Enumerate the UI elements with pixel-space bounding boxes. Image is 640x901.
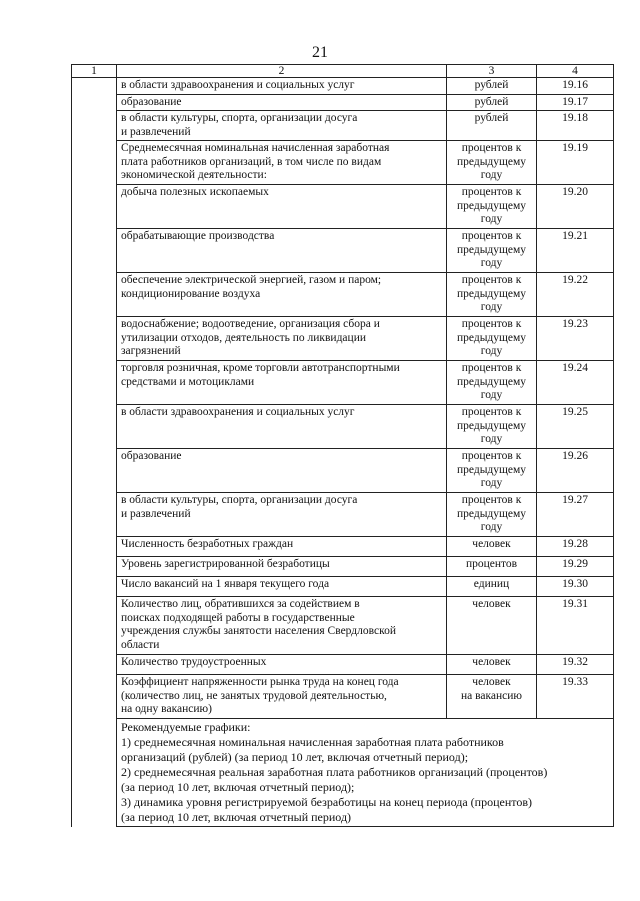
indicator-name-line: и развлечений (121, 507, 191, 520)
table-row (72, 537, 614, 557)
unit-line: процентов к (461, 318, 522, 330)
unit-line: процентов к (461, 230, 522, 242)
unit-cell (447, 361, 537, 405)
unit-line: человек (472, 656, 511, 668)
unit-cell (447, 557, 537, 577)
indicator-code-cell: 19.20 (537, 185, 614, 229)
indicator-code-cell: 19.26 (537, 449, 614, 493)
unit-line: предыдущему (456, 243, 527, 256)
unit-line: процентов (465, 558, 518, 570)
unit-cell (447, 111, 537, 141)
indicator-name-cell (117, 537, 447, 557)
indicator-name-cell (117, 405, 447, 449)
indicator-name-cell (117, 229, 447, 273)
note-line: 2) среднемесячная реальная заработная плата работников организаций (процентов) (121, 765, 548, 779)
indicator-code-cell: 19.19 (537, 141, 614, 185)
unit-line: предыдущему (456, 199, 527, 212)
unit-line: году (480, 477, 503, 489)
unit-cell (447, 185, 537, 229)
table-row (72, 185, 614, 229)
unit-cell (447, 78, 537, 95)
indicator-name-line: водоснабжение; водоотведение, организация сбора и (121, 318, 380, 330)
indicator-name-line: кондиционирование воздуха (121, 287, 261, 300)
indicator-name-cell (117, 449, 447, 493)
note-line: (за период 10 лет, включая отчетный период); (121, 780, 355, 794)
indicator-name-cell (117, 94, 447, 111)
indicator-name-line: Численность безработных граждан (121, 538, 294, 550)
indicator-name-line: Среднемесячная номинальная начисленная заработная (121, 142, 390, 154)
indicator-name-cell (117, 493, 447, 537)
unit-line: процентов к (461, 142, 522, 154)
table-header-row (72, 65, 614, 78)
unit-line: процентов к (461, 362, 522, 374)
unit-line: процентов к (461, 450, 522, 462)
header-col-3: 3 (447, 65, 537, 78)
unit-line: процентов к (461, 186, 522, 198)
unit-cell (447, 577, 537, 597)
indicator-name-cell (117, 111, 447, 141)
indicator-name-line: Число вакансий на 1 января текущего года (121, 578, 330, 590)
header-col-1: 1 (72, 65, 117, 78)
note-line: организаций (рублей) (за период 10 лет, включая отчетный период); (121, 750, 469, 764)
indicator-name-cell (117, 317, 447, 361)
indicator-name-line: обрабатывающие производства (121, 230, 275, 242)
table-row (72, 111, 614, 141)
table-row (72, 597, 614, 655)
indicator-code-cell: 19.33 (537, 675, 614, 719)
indicator-name-line: средствами и мотоциклами (121, 375, 255, 388)
unit-cell (447, 317, 537, 361)
indicator-name-line: плата работников организаций, в том числе по видам (121, 155, 382, 168)
note-line: 1) среднемесячная номинальная начисленная заработная плата работников (121, 735, 504, 749)
indicator-code-cell: 19.30 (537, 577, 614, 597)
table-row (72, 317, 614, 361)
indicator-name-line: образование (121, 95, 182, 108)
indicator-name-line: в области здравоохранения и социальных услуг (121, 406, 355, 418)
indicator-name-cell (117, 597, 447, 655)
indicator-name-line: на одну вакансию) (121, 703, 212, 715)
indicator-name-cell (117, 577, 447, 597)
unit-line: рублей (474, 79, 509, 91)
indicator-name-line: добыча полезных ископаемых (121, 186, 269, 198)
note-line: Рекомендуемые графики: (121, 720, 251, 734)
indicator-name-line: области (121, 638, 160, 651)
note-line: 3) динамика уровня регистрируемой безработицы на конец периода (процентов) (121, 795, 533, 809)
indicator-code-cell: 19.29 (537, 557, 614, 577)
unit-cell (447, 597, 537, 655)
indicator-name-line: Коэффициент напряженности рынка труда на конец года (121, 676, 399, 688)
unit-line: году (480, 345, 503, 357)
unit-line: рублей (474, 112, 509, 124)
unit-cell (447, 675, 537, 719)
unit-line: предыдущему (456, 155, 527, 168)
unit-line: предыдущему (456, 419, 527, 432)
unit-line: году (480, 257, 503, 269)
unit-cell (447, 537, 537, 557)
table-row (72, 493, 614, 537)
unit-line: процентов к (461, 274, 522, 286)
indicator-code-cell: 19.17 (537, 94, 614, 111)
unit-line: предыдущему (456, 463, 527, 476)
indicator-name-cell (117, 557, 447, 577)
header-col-4: 4 (537, 65, 614, 78)
indicator-code-cell: 19.22 (537, 273, 614, 317)
indicator-name-line: утилизации отходов, деятельность по ликвидации (121, 331, 367, 344)
indicator-code-cell: 19.31 (537, 597, 614, 655)
unit-line: процентов к (461, 494, 522, 506)
indicator-name-line: в области культуры, спорта, организации досуга (121, 112, 358, 124)
indicator-name-cell (117, 141, 447, 185)
unit-cell (447, 141, 537, 185)
indicator-code-cell: 19.16 (537, 78, 614, 95)
indicator-code-cell: 19.23 (537, 317, 614, 361)
table-row (72, 675, 614, 719)
table-row (72, 405, 614, 449)
indicator-code-cell: 19.21 (537, 229, 614, 273)
table-row (72, 655, 614, 675)
unit-line: году (480, 213, 503, 225)
unit-cell (447, 493, 537, 537)
indicator-code-cell: 19.24 (537, 361, 614, 405)
indicator-code-cell: 19.25 (537, 405, 614, 449)
indicator-name-line: Количество лиц, обратившихся за содействием в (121, 598, 360, 610)
table-row (72, 141, 614, 185)
unit-cell (447, 229, 537, 273)
indicator-name-line: в области здравоохранения и социальных услуг (121, 79, 355, 91)
unit-cell (447, 273, 537, 317)
unit-line: году (480, 169, 503, 181)
table-row (72, 557, 614, 577)
indicator-code-cell: 19.27 (537, 493, 614, 537)
indicator-name-cell (117, 273, 447, 317)
table-row (72, 273, 614, 317)
table-row (72, 577, 614, 597)
column-1-cell (72, 78, 117, 827)
indicator-name-line: образование (121, 450, 182, 462)
unit-line: году (480, 521, 503, 533)
indicators-table (71, 64, 614, 827)
indicator-name-line: загрязнений (121, 345, 181, 357)
indicator-code-cell: 19.32 (537, 655, 614, 675)
indicator-name-line: Уровень зарегистрированной безработицы (121, 558, 330, 570)
unit-line: на вакансию (460, 689, 523, 702)
unit-line: году (480, 433, 503, 445)
unit-line: предыдущему (456, 331, 527, 344)
indicator-code-cell: 19.18 (537, 111, 614, 141)
indicator-name-line: торговля розничная, кроме торговли автотранспортными (121, 362, 400, 374)
indicator-name-cell (117, 78, 447, 95)
unit-cell (447, 655, 537, 675)
indicator-code-cell: 19.28 (537, 537, 614, 557)
indicator-name-cell (117, 361, 447, 405)
indicator-name-line: учреждения службы занятости населения Свердловской (121, 625, 396, 637)
notes-row (72, 719, 614, 827)
unit-line: рублей (474, 95, 509, 108)
unit-cell (447, 449, 537, 493)
indicator-name-line: и развлечений (121, 125, 191, 138)
header-col-2: 2 (117, 65, 447, 78)
table-row (72, 94, 614, 111)
unit-line: человек (472, 598, 511, 610)
unit-line: году (480, 389, 503, 401)
indicator-name-cell (117, 655, 447, 675)
unit-line: человек (472, 676, 511, 688)
indicator-name-line: обеспечение электрической энергией, газом и паром; (121, 274, 382, 286)
indicator-name-line: Количество трудоустроенных (121, 656, 267, 668)
indicator-name-line: (количество лиц, не занятых трудовой деятельностью, (121, 689, 387, 702)
unit-line: предыдущему (456, 287, 527, 300)
unit-line: единиц (473, 578, 510, 590)
unit-line: году (480, 301, 503, 313)
unit-line: предыдущему (456, 507, 527, 520)
note-line: (за период 10 лет, включая отчетный период) (121, 810, 352, 824)
table-row (72, 78, 614, 95)
indicator-name-line: в области культуры, спорта, организации досуга (121, 494, 358, 506)
unit-cell (447, 405, 537, 449)
table-row (72, 449, 614, 493)
page-number: 21 (312, 44, 328, 61)
indicator-name-line: поисках подходящей работы в государственные (121, 611, 355, 624)
indicator-name-cell (117, 185, 447, 229)
recommended-charts-note (117, 719, 614, 827)
table-row (72, 229, 614, 273)
unit-line: предыдущему (456, 375, 527, 388)
indicator-name-line: экономической деятельности: (121, 169, 267, 181)
table-row (72, 361, 614, 405)
unit-line: человек (472, 538, 511, 550)
unit-line: процентов к (461, 406, 522, 418)
unit-cell (447, 94, 537, 111)
indicator-name-cell (117, 675, 447, 719)
